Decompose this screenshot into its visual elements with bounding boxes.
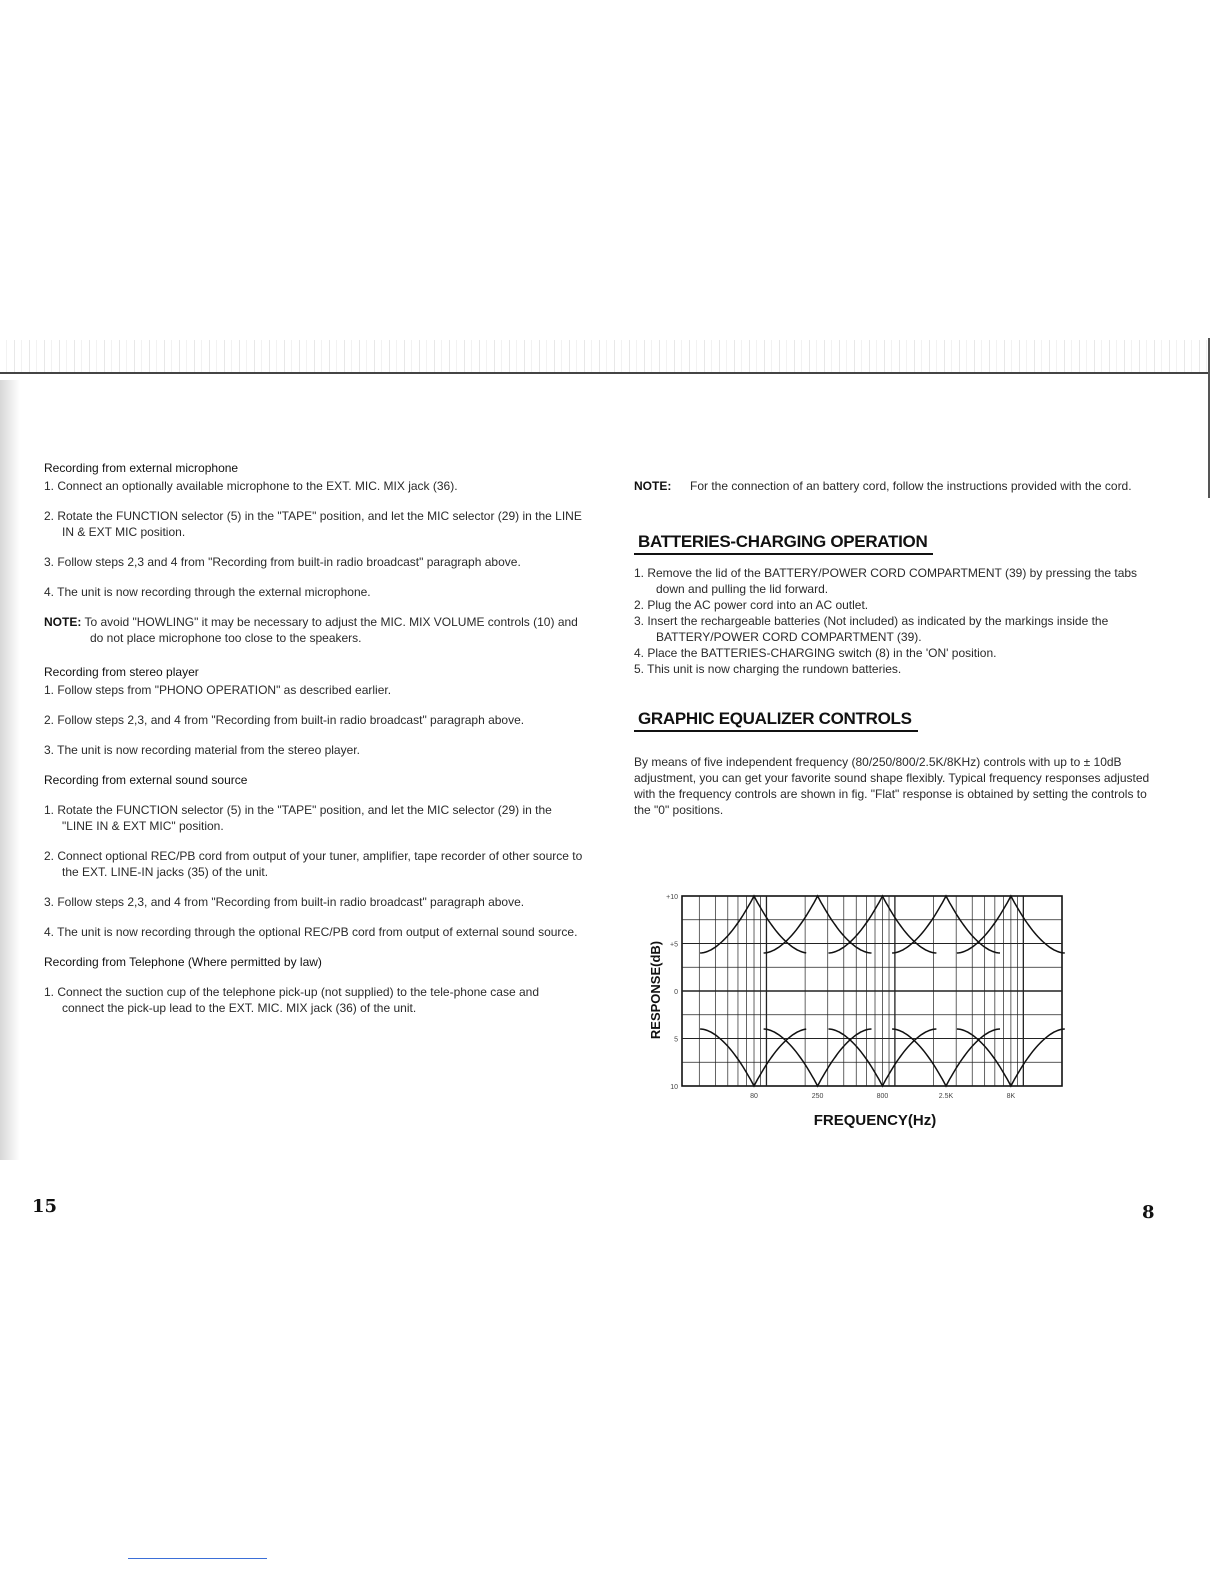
list-item: 3. The unit is now recording material from the stereo player. — [44, 743, 360, 757]
heading-graphic-equalizer: GRAPHIC EQUALIZER CONTROLS — [634, 711, 918, 732]
y-axis-label: RESPONSE(dB) — [648, 940, 663, 1040]
battery-cord-note — [634, 478, 1164, 494]
y-tick-label: 5 — [674, 1036, 678, 1044]
note-label: NOTE: — [44, 615, 82, 629]
charging-steps — [634, 565, 1164, 677]
bottom-rule — [128, 1558, 267, 1559]
page-top-rule — [0, 372, 1210, 374]
list-item: 2. Plug the AC power cord into an AC outlet. — [634, 598, 869, 612]
list-item: 4. Place the BATTERIES-CHARGING switch (8) in the 'ON' position. — [634, 646, 997, 660]
y-tick-label: +5 — [670, 941, 678, 949]
chart-grid — [682, 896, 1062, 1086]
list-item: 4. The unit is now recording through the optional REC/PB cord from output of external sound source. — [44, 925, 578, 939]
section-title-external-sound-source: Recording from external sound source — [44, 773, 248, 787]
list-item: 3. Follow steps 2,3 and 4 from "Recording from built-in radio broadcast" paragraph above. — [44, 555, 521, 569]
page-left-edge-shadow — [0, 380, 20, 1160]
list-item: 1. Connect an optionally available microphone to the EXT. MIC. MIX jack (36). — [44, 479, 458, 493]
x-axis-label: FREQUENCY(Hz) — [813, 1112, 937, 1129]
y-tick-label: 10 — [670, 1084, 678, 1091]
x-tick-label: 80 — [750, 1093, 758, 1100]
list-item: 3. Insert the rechargeable batteries (Not included) as indicated by the markings inside the BATTERY/POWER CORD COMPARTMENT (39). — [634, 614, 1109, 644]
note-text: To avoid "HOWLING" it may be necessary to adjust the MIC. MIX VOLUME controls (10) and do not place microphone too close to the speakers. — [84, 615, 578, 645]
howling-note — [44, 614, 584, 646]
x-tick-label: 250 — [811, 1093, 824, 1100]
section-title-stereo-player: Recording from stereo player — [44, 665, 199, 679]
list-item: 1. Remove the lid of the BATTERY/POWER CORD COMPARTMENT (39) by pressing the tabs down and pulling the lid forward. — [634, 566, 1138, 596]
section-title-telephone: Recording from Telephone (Where permitted by law) — [44, 955, 322, 969]
note-label: NOTE: — [634, 479, 672, 493]
list-item: 2. Rotate the FUNCTION selector (5) in the "TAPE" position, and let the MIC selector (29) in the LINE IN & EXT MIC position. — [44, 509, 582, 539]
page-right-edge — [1208, 338, 1210, 498]
scan-top-band — [0, 340, 1210, 372]
x-tick-label: 8K — [1006, 1093, 1016, 1100]
boost-curve — [700, 896, 806, 953]
x-tick-label: 2.5K — [938, 1093, 954, 1100]
page-number-right: 8 — [1142, 1202, 1155, 1223]
heading-batteries-charging: BATTERIES-CHARGING OPERATION — [634, 534, 933, 555]
frequency-response-chart — [630, 880, 1080, 1140]
right-column — [634, 478, 1164, 818]
list-item: 1. Connect the suction cup of the telephone pick-up (not supplied) to the tele-phone case and connect the pick-up lead to the EXT. MIC. MIX jack (36) of the unit. — [44, 985, 539, 1015]
y-tick-label: +10 — [666, 894, 678, 901]
x-tick-label: 800 — [876, 1093, 889, 1100]
cut-curve — [892, 1029, 1000, 1086]
section-title-external-microphone: Recording from external microphone — [44, 461, 239, 475]
note-text: For the connection of an battery cord, follow the instructions provided with the cord. — [690, 479, 1132, 493]
list-item: 3. Follow steps 2,3, and 4 from "Recording from built-in radio broadcast" paragraph above. — [44, 895, 525, 909]
list-item: 1. Follow steps from "PHONO OPERATION" as described earlier. — [44, 683, 392, 697]
list-item: 2. Connect optional REC/PB cord from output of your tuner, amplifier, tape recorder of other source to the EXT. LINE-IN jacks (35) of the unit. — [44, 849, 583, 879]
list-item: 1. Rotate the FUNCTION selector (5) in the "TAPE" position, and let the MIC selector (29) in the "LINE IN & EXT MIC" position. — [44, 803, 552, 833]
list-item: 5. This unit is now charging the rundown batteries. — [634, 662, 902, 676]
equalizer-paragraph: By means of five independent frequency (80/250/800/2.5K/8KHz) controls with up to ± 10dB adjustment, you can get your favorite sound shape flexibly. Typical frequency responses adjusted with the frequency controls are shown in fig. "Flat" response is obtained by setting the controls to the "0" positions. — [634, 755, 1150, 817]
y-tick-label: 0 — [674, 989, 678, 996]
page-number-left: 15 — [32, 1196, 58, 1217]
list-item: 4. The unit is now recording through the external microphone. — [44, 585, 371, 599]
cut-curve — [700, 1029, 806, 1086]
cut-curve — [764, 1029, 872, 1086]
left-column — [44, 460, 584, 1030]
list-item: 2. Follow steps 2,3, and 4 from "Recording from built-in radio broadcast" paragraph above. — [44, 713, 525, 727]
boost-curve — [892, 896, 1000, 953]
boost-curve — [764, 896, 872, 953]
